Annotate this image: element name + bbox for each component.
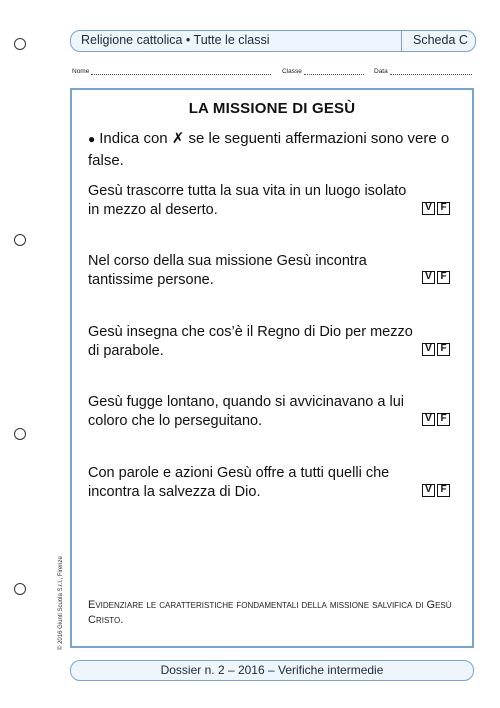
date-info	[374, 68, 472, 75]
worksheet-box	[70, 88, 474, 648]
false-checkbox[interactable]: F	[437, 484, 450, 497]
name-field[interactable]	[91, 68, 271, 75]
copyright-notice: © 2016 Giunti Scuola S.r.l., Firenze	[58, 556, 64, 650]
instruction	[88, 128, 458, 171]
name-label: Nome	[72, 68, 90, 75]
worksheet-title: LA MISSIONE DI GESÙ	[188, 100, 356, 117]
statement-3: Gesù insegna che cos’è il Regno di Dio per mezzo di parabole.	[88, 324, 413, 359]
binder-hole-2	[14, 234, 26, 246]
statement-5: Con parole e azioni Gesù offre a tutti quelli che incontra la salvezza di Dio.	[88, 465, 390, 500]
answer-boxes-3	[422, 343, 450, 356]
statement-2: Nel corso della sua missione Gesù incontra tantissime persone.	[88, 253, 367, 288]
footer-bar: Dossier n. 2 – 2016 – Verifiche intermedie	[70, 660, 474, 681]
bullet-icon: ●	[88, 132, 96, 146]
statement-4: Gesù fugge lontano, quando si avvicinavano a lui coloro che lo perseguitano.	[88, 394, 404, 429]
statement-1: Gesù trascorre tutta la sua vita in un luogo isolato in mezzo al deserto.	[88, 183, 407, 218]
true-checkbox[interactable]: V	[422, 271, 435, 284]
header-divider	[401, 31, 402, 51]
true-checkbox[interactable]: V	[422, 343, 435, 356]
binder-hole-1	[14, 38, 26, 50]
false-checkbox[interactable]: F	[437, 271, 450, 284]
teacher-note: Evidenziare le caratteristiche fondamentali della missione salvifica di Gesù Cristo.	[88, 599, 452, 626]
instruction-text: Indica con ✗ se le seguenti affermazioni sono vere o false.	[88, 130, 450, 169]
true-checkbox[interactable]: V	[422, 202, 435, 215]
subject-label: Religione cattolica • Tutte le classi	[81, 33, 270, 47]
answer-boxes-4	[422, 413, 450, 426]
class-info	[282, 68, 364, 75]
true-checkbox[interactable]: V	[422, 413, 435, 426]
answer-boxes-5	[422, 484, 450, 497]
answer-boxes-2	[422, 271, 450, 284]
class-label: Classe	[282, 68, 302, 75]
class-field[interactable]	[304, 68, 364, 75]
answer-boxes-1	[422, 202, 450, 215]
false-checkbox[interactable]: F	[437, 343, 450, 356]
false-checkbox[interactable]: F	[437, 413, 450, 426]
sheet-label: Scheda C	[413, 33, 468, 47]
true-checkbox[interactable]: V	[422, 484, 435, 497]
binder-hole-4	[14, 583, 26, 595]
date-field[interactable]	[390, 68, 472, 75]
binder-hole-3	[14, 428, 26, 440]
false-checkbox[interactable]: F	[437, 202, 450, 215]
header-bar	[70, 30, 476, 52]
date-label: Data	[374, 68, 388, 75]
info-line	[72, 68, 271, 75]
